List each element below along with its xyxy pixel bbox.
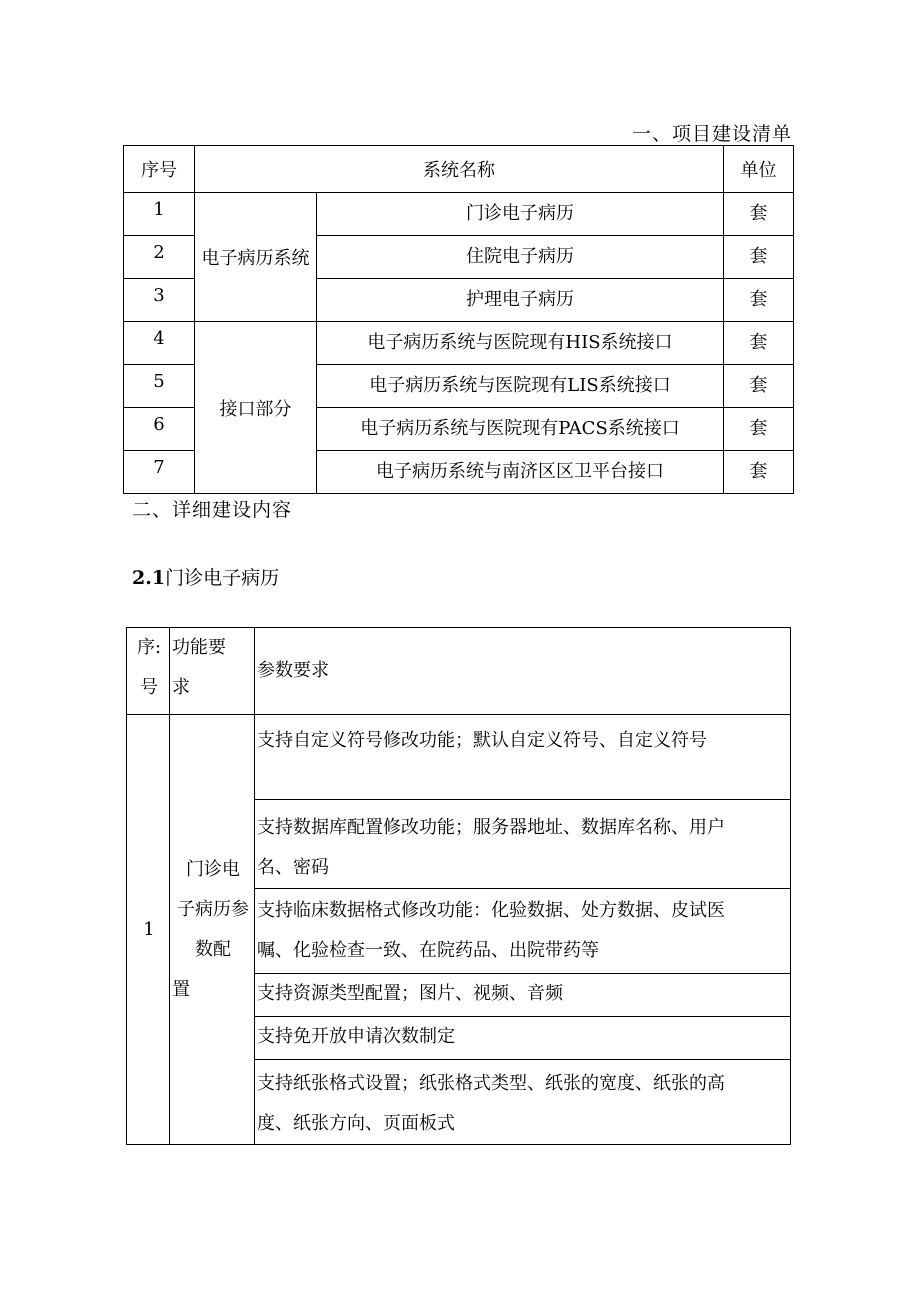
- row-unit: 套: [749, 375, 768, 396]
- row-unit: 套: [749, 418, 768, 439]
- project-list-table: [123, 145, 794, 494]
- header-param: 参数要求: [255, 628, 791, 715]
- header-seq: 序号: [124, 146, 195, 193]
- subsection-title: 门诊电子病历: [165, 567, 280, 589]
- param-line: 度、纸张方向、页面板式: [257, 1113, 455, 1134]
- row-seq: 5: [153, 371, 165, 392]
- row-seq: 6: [153, 414, 165, 435]
- table-row: [124, 322, 794, 365]
- row-name: 门诊电子病历: [466, 203, 574, 224]
- param-cell: [255, 1060, 791, 1145]
- subsection-number: 2.1: [132, 567, 166, 589]
- param-cell: [255, 800, 791, 889]
- func-line: 门诊电: [186, 858, 240, 880]
- row-unit: 套: [749, 289, 768, 310]
- param-line: 支持自定义符号修改功能；默认自定义符号、自定义符号: [257, 730, 707, 751]
- func-line: 数配: [195, 938, 231, 960]
- table-row: [127, 715, 791, 800]
- header-unit: 单位: [724, 146, 794, 193]
- row-seq: 3: [153, 285, 165, 306]
- row-name: 住院电子病历: [466, 246, 574, 267]
- header-func: [170, 628, 255, 715]
- row-seq: 2: [153, 242, 165, 263]
- subsection-heading: [132, 567, 279, 589]
- row-unit: 套: [749, 461, 768, 482]
- outpatient-emr-table: [126, 627, 791, 1145]
- group-label: 接口部分: [195, 322, 317, 494]
- header-func-line2: 求: [172, 677, 190, 698]
- table1-header-row: [124, 146, 794, 193]
- param-cell: [255, 715, 791, 800]
- section1-title: 一、项目建设清单: [632, 123, 793, 145]
- param-line: 支持纸张格式设置；纸张格式类型、纸张的宽度、纸张的高: [257, 1073, 725, 1094]
- header-name: 系统名称: [195, 146, 724, 193]
- section2-title: 二、详细建设内容: [132, 499, 293, 521]
- row-unit: 套: [749, 203, 768, 224]
- header-seq-line1: 序:: [136, 637, 162, 658]
- param-line: 支持临床数据格式修改功能：化验数据、处方数据、皮试医: [257, 900, 725, 921]
- row-seq: 1: [127, 715, 170, 1145]
- row-seq: 4: [153, 328, 165, 349]
- table2-header-row: [127, 628, 791, 715]
- param-line: 支持数据库配置修改功能；服务器地址、数据库名称、用户: [257, 817, 725, 838]
- row-name: 电子病历系统与南济区区卫平台接口: [376, 461, 664, 482]
- row-name: 电子病历系统与医院现有PACS系统接口: [360, 418, 680, 439]
- group-label: 电子病历系统: [195, 193, 317, 322]
- header-func-line1: 功能要: [172, 637, 226, 658]
- func-line: 置: [172, 978, 190, 1000]
- row-unit: 套: [749, 332, 768, 353]
- row-name: 电子病历系统与医院现有HIS系统接口: [367, 332, 673, 353]
- param-line: 名、密码: [257, 857, 329, 878]
- param-line: 嘱、化验检查一致、在院药品、出院带药等: [257, 940, 599, 961]
- row-seq: 1: [153, 199, 165, 220]
- header-seq: [127, 628, 170, 715]
- row-unit: 套: [749, 246, 768, 267]
- row-name: 电子病历系统与医院现有LIS系统接口: [369, 375, 671, 396]
- row-name: 护理电子病历: [466, 289, 574, 310]
- row-seq: 7: [153, 457, 165, 478]
- param-cell: [255, 889, 791, 974]
- param-line: 支持资源类型配置；图片、视频、音频: [257, 983, 563, 1004]
- function-cell: [170, 715, 255, 1145]
- param-line: 支持免开放申请次数制定: [257, 1026, 455, 1047]
- param-cell: [255, 1017, 791, 1060]
- table-row: [124, 193, 794, 236]
- header-seq-line2: 号: [140, 677, 158, 698]
- param-cell: [255, 974, 791, 1017]
- func-line: 子病历参: [177, 898, 249, 920]
